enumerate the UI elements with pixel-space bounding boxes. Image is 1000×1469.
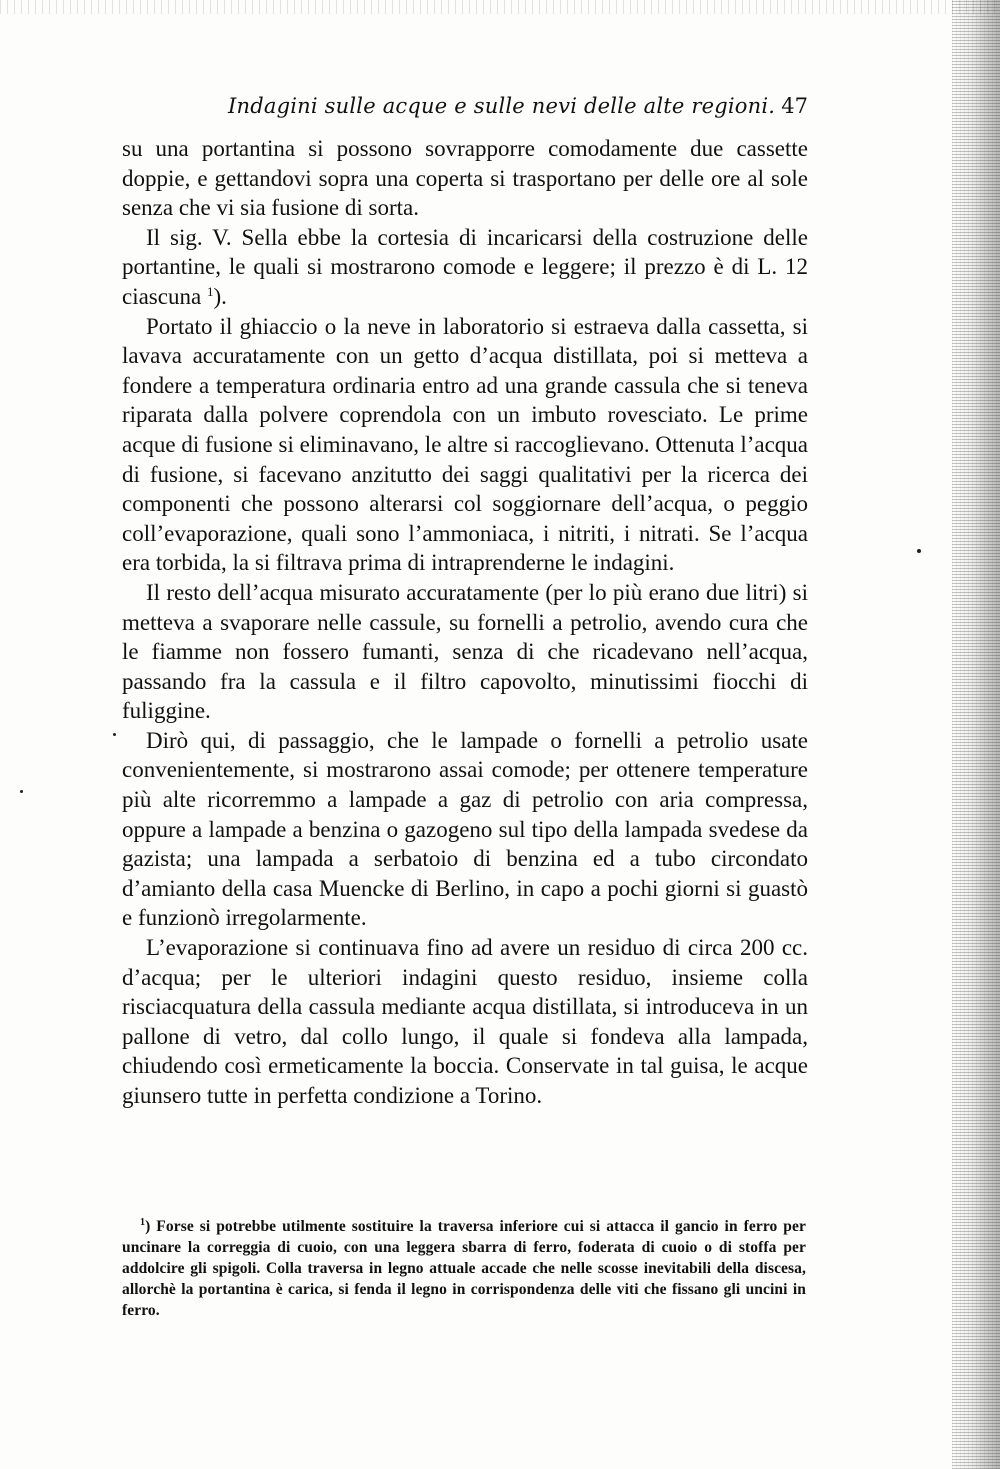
paragraph-text-tail: ). (213, 283, 227, 309)
paragraph-3 (122, 312, 808, 578)
paragraph-1 (122, 134, 808, 223)
page-header (122, 94, 808, 128)
paragraph-text: su una portantina si possono sovrapporre comodamente due cassette doppie, e gettandovi sopra una coperta si trasportano per delle ore al sole senza che vi sia fusione di sorta. (122, 136, 808, 221)
paragraph-4 (122, 578, 808, 726)
paragraph-5 (122, 726, 808, 933)
page-number: 47 (781, 94, 808, 118)
scan-speck (113, 733, 116, 736)
scan-speck (917, 549, 921, 553)
paragraph-text: Portato il ghiaccio o la neve in laboratorio si estraeva dalla cassetta, si lavava accuratamente con un getto d’acqua distillata, poi si metteva a fondere a temperatura ordinaria entro ad una grande cassula che si teneva riparata dalla polvere coprendola con un imbuto rovesciato. Le prime acque di fusione si eliminavano, le altre si raccoglievano. Ottenuta l’acqua di fusione, si facevano anzitutto dei saggi qualitativi per la ricerca dei componenti che possono alterarsi col soggiornare dell’acqua, o peggio coll’evaporazione, quali sono l’ammoniaca, i nitriti, i nitrati. Se l’acqua era torbida, la si filtrava prima di intraprenderne le indagini. (122, 313, 808, 576)
running-head: Indagini sulle acque e sulle nevi delle alte regioni. (228, 94, 776, 118)
paragraph-text: L’evaporazione si continuava fino ad avere un residuo di circa 200 cc. d’acqua; per le ulteriori indagini questo residuo, insieme colla risciacquatura della cassula mediante acqua distillata, si introduceva in un pallone di vetro, dal collo lungo, il quale si fondeva alla lampada, chiudendo così ermeticamente la boccia. Conservate in tal guisa, le acque giunsero tutte in perfetta condizione a Torino. (122, 935, 808, 1108)
footnote-marker: 1 (140, 1217, 146, 1228)
paragraph-text: Il sig. V. Sella ebbe la cortesia di incaricarsi della costruzione delle portantine, le quali si mostrarono comode e leggere; il prezzo è di L. 12 ciascuna (122, 224, 808, 309)
paragraph-2 (122, 223, 808, 312)
footnote (122, 1216, 806, 1321)
scan-speck (20, 790, 23, 793)
footnote-reference[interactable]: 1 (206, 283, 214, 299)
footnote-body: ) Forse si potrebbe utilmente sostituire la traversa inferiore cui si attacca il gancio in ferro per uncinare la correggia di cuoio, con una leggera sbarra di ferro, foderata di cuoio o di stoffa per addolcire gli spigoli. Colla traversa in legno attuale accade che nelle scosse inevitabili della discesa, allorchè la portantina è carica, si fenda il legno in corrispondenza delle viti che fissano gli uncini in ferro. (122, 1218, 806, 1319)
footnote-text (122, 1216, 806, 1321)
paragraph-text: Il resto dell’acqua misurato accuratamente (per lo più erano due litri) si metteva a svaporare nelle cassule, su fornelli a petrolio, avendo cura che le fiamme non fossero fumanti, senza di che ricadevano nell’acqua, passando fra la cassula e il filtro capovolto, minutissimi fiocchi di fuliggine. (122, 579, 808, 724)
scan-right-edge (952, 0, 1000, 1469)
body-text (122, 134, 808, 1111)
paragraph-text: Dirò qui, di passaggio, che le lampade o fornelli a petrolio usate convenientemente, si mostrarono assai comode; per ottenere temperature più alte ricorremmo a lampade a gaz di petrolio con aria compressa, oppure a lampade a benzina o gazogeno sul tipo della lampada svedese da gazista; una lampada a serbatoio di benzina ed a tubo circondato d’amianto della casa Muencke di Berlino, in capo a pochi giorni si guastò e funzionò irregolarmente. (122, 727, 808, 931)
paragraph-6 (122, 933, 808, 1111)
scan-top-edge (0, 0, 1000, 14)
